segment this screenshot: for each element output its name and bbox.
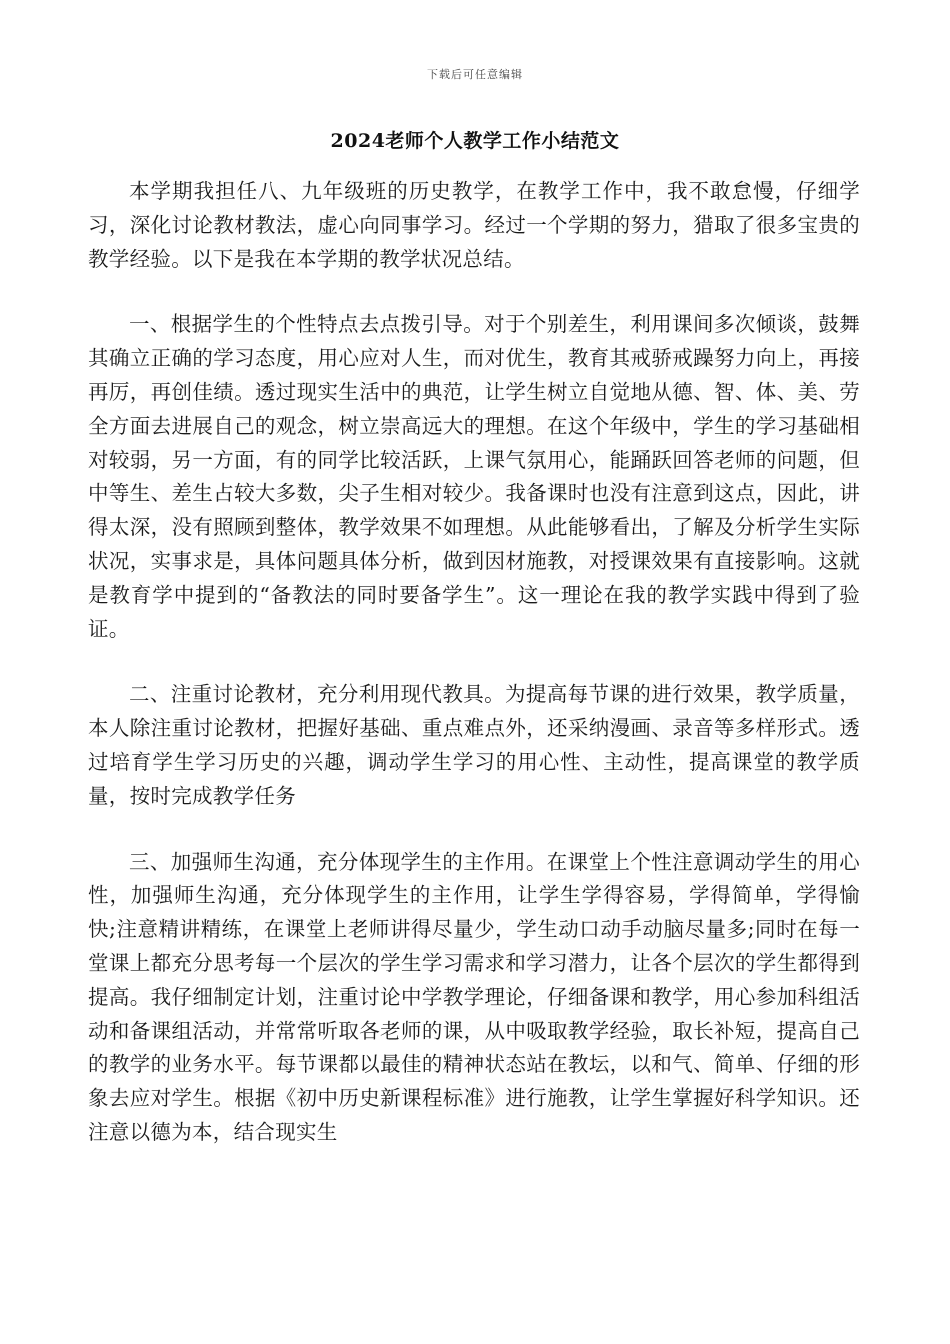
paragraph-section-2: 二、注重讨论教材，充分利用现代教具。为提高每节课的进行效果，教学质量，本人除注重讨论教材，把握好基础、重点难点外，还采纳漫画、录音等多样形式。透过培育学生学习历史的兴趣，调动学生学习的用心性、主动性，提高课堂的教学质量，按时完成教学任务 bbox=[88, 682, 860, 808]
paragraph-intro: 本学期我担任八、九年级班的历史教学，在教学工作中，我不敢怠慢，仔细学习，深化讨论教材教法，虚心向同事学习。经过一个学期的努力，猎取了很多宝贵的教学经验。以下是我在本学期的教学状况总结。 bbox=[88, 179, 860, 271]
paragraph-section-3: 三、加强师生沟通，充分体现学生的主作用。在课堂上个性注意调动学生的用心性，加强师生沟通，充分体现学生的主作用，让学生学得容易，学得简单，学得愉快;注意精讲精练，在课堂上老师讲得尽量少，学生动口动手动脑尽量多;同时在每一堂课上都充分思考每一个层次的学生学习需求和学习潜力，让各个层次的学生都得到提高。我仔细制定计划，注重讨论中学教学理论，仔细备课和教学，用心参加科组活动和备课组活动，并常常听取各老师的课，从中吸取教学经验，取长补短，提高自己的教学的业务水平。每节课都以最佳的精神状态站在教坛，以和气、简单、仔细的形象去应对学生。根据《初中历史新课程标准》进行施教，让学生掌握好科学知识。还注意以德为本，结合现实生 bbox=[88, 849, 860, 1144]
header-note: 下载后可任意编辑 bbox=[427, 68, 523, 81]
paragraph-section-1: 一、根据学生的个性特点去点拨引导。对于个别差生，利用课间多次倾谈，鼓舞其确立正确的学习态度，用心应对人生，而对优生，教育其戒骄戒躁努力向上，再接再厉，再创佳绩。透过现实生活中的典范，让学生树立自觉地从德、智、体、美、劳全方面去进展自己的观念，树立崇高远大的理想。在这个年级中，学生的学习基础相对较弱，另一方面，有的同学比较活跃，上课气氛用心，能踊跃回答老师的问题，但中等生、差生占较大多数，尖子生相对较少。我备课时也没有注意到这点，因此，讲得太深，没有照顾到整体，教学效果不如理想。从此能够看出，了解及分析学生实际状况，实事求是，具体问题具体分析，做到因材施教，对授课效果有直接影响。这就是教育学中提到的“备教法的同时要备学生”。这一理论在我的教学实践中得到了验证。 bbox=[88, 312, 860, 641]
document-body bbox=[88, 175, 860, 1182]
document-title: 2024老师个人教学工作小结范文 bbox=[330, 130, 620, 152]
